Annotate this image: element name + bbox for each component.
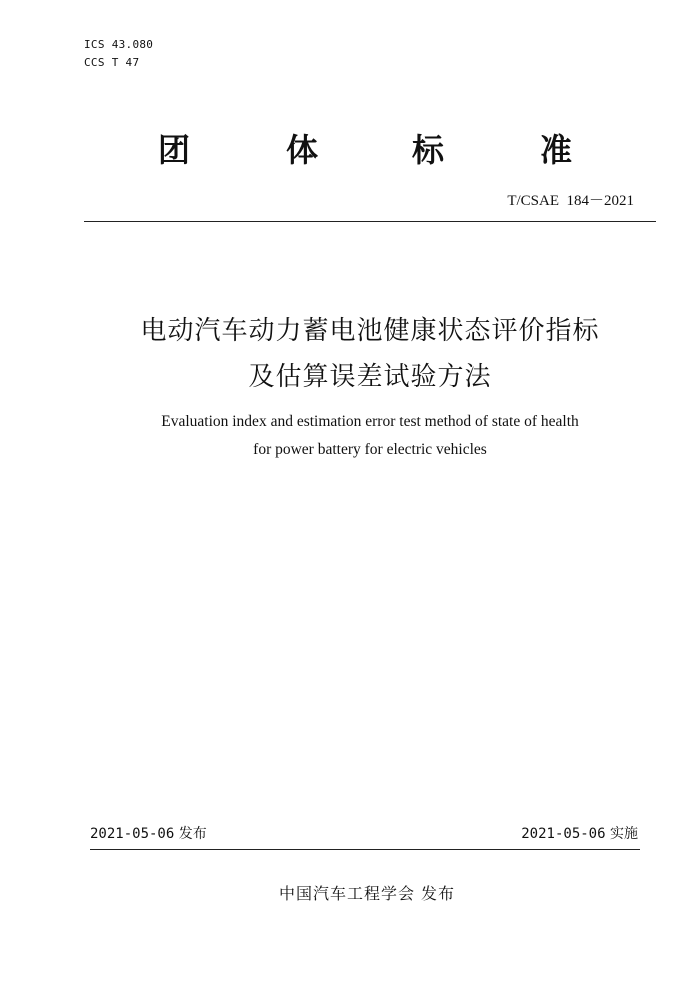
chinese-title	[0, 308, 700, 400]
standard-type-heading	[0, 128, 700, 172]
standard-type-char: 体	[286, 131, 319, 169]
english-title	[0, 408, 700, 464]
english-title-line-2: for power battery for electric vehicles	[253, 441, 487, 458]
standard-type-char: 团	[158, 131, 191, 169]
ics-code: ICS 43.080	[84, 38, 154, 51]
issue-date: 2021-05-06	[90, 826, 175, 842]
chinese-title-line-1: 电动汽车动力蓄电池健康状态评价指标	[140, 316, 600, 346]
standard-type-char: 标	[412, 131, 445, 169]
implement-date-block	[521, 824, 638, 844]
publisher-name: 中国汽车工程学会	[278, 884, 415, 903]
standard-type-char: 准	[540, 131, 573, 169]
issue-label: 发布	[178, 826, 207, 842]
chinese-title-line-2: 及估算误差试验方法	[248, 362, 492, 392]
implement-label: 实施	[610, 826, 638, 842]
classification-codes	[84, 36, 153, 72]
header-divider	[84, 221, 656, 222]
implement-date: 2021-05-06	[521, 826, 606, 842]
publisher-line	[0, 882, 700, 906]
ccs-code: CCS T 47	[84, 56, 140, 69]
footer-divider	[90, 849, 640, 850]
issue-date-block	[90, 824, 207, 844]
standard-number: T/CSAE 184－2021	[507, 193, 634, 209]
english-title-line-1: Evaluation index and estimation error test method of state of health	[161, 413, 579, 430]
publisher-action: 发布	[421, 884, 456, 903]
